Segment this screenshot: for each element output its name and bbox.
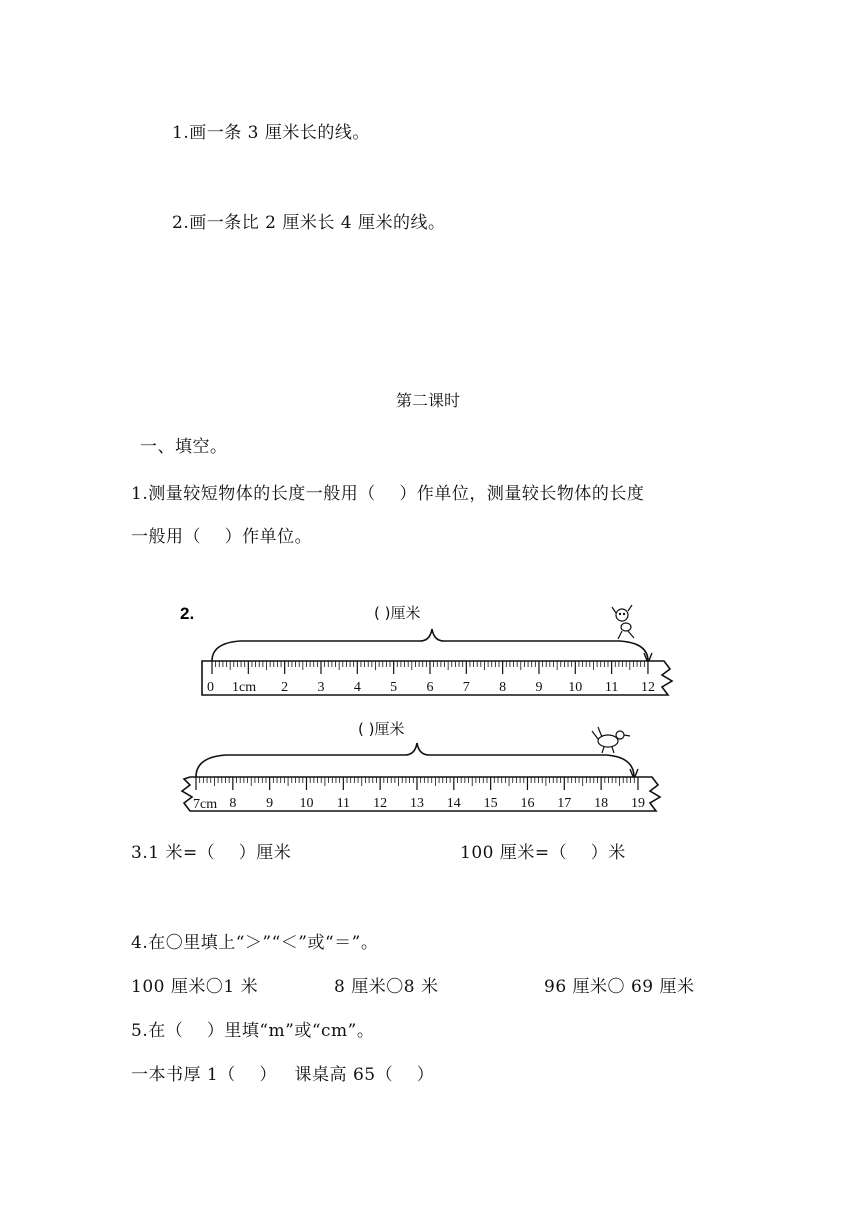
ruler-number-label: 7 bbox=[462, 680, 470, 695]
lesson-title: 第二课时 bbox=[396, 391, 461, 410]
draw-question-1: 1.画一条 3 厘米长的线。 bbox=[172, 123, 370, 143]
ruler-1-unit-label: 1cm bbox=[232, 680, 257, 695]
ruler-number-label: 19 bbox=[630, 796, 645, 811]
ruler-number-label: 3 bbox=[317, 680, 325, 695]
question-3-left: 3.1 米=（ ）厘米 bbox=[131, 843, 292, 863]
question-4: 4.在〇里填上“＞”“＜”或“＝”。 bbox=[131, 933, 379, 953]
bird-icon bbox=[592, 727, 630, 753]
ruler-number-label: 6 bbox=[426, 680, 434, 695]
ruler-number-label: 10 bbox=[568, 680, 583, 695]
ruler-number-label: 16 bbox=[520, 796, 535, 811]
ruler-1-answer-label: ( )厘米 bbox=[374, 604, 421, 622]
question-1-line-2: 一般用（ ）作单位。 bbox=[131, 527, 313, 547]
ruler-1 bbox=[202, 604, 672, 695]
draw-question-2: 2.画一条比 2 厘米长 4 厘米的线。 bbox=[172, 213, 446, 233]
ruler-number-label: 8 bbox=[229, 796, 237, 811]
ruler-number-label: 11 bbox=[336, 796, 351, 811]
ruler-number-label: 9 bbox=[535, 680, 543, 695]
ruler-number-label: 4 bbox=[353, 680, 361, 695]
ruler-number-label: 11 bbox=[604, 680, 619, 695]
question-1-line-1: 1.测量较短物体的长度一般用（ ）作单位，测量较长物体的长度 bbox=[131, 484, 645, 504]
ruler-number-label: 17 bbox=[557, 796, 572, 811]
ant-icon bbox=[612, 605, 634, 639]
ruler-number-label: 13 bbox=[409, 796, 424, 811]
ruler-number-label: 15 bbox=[483, 796, 498, 811]
ruler-2-start-label: 7cm bbox=[193, 797, 218, 812]
ruler-1-brace bbox=[212, 629, 648, 661]
question-5-items: 一本书厚 1（ ） 课桌高 65（ ） bbox=[131, 1065, 435, 1085]
question-3-right: 100 厘米=（ ）米 bbox=[460, 843, 626, 863]
ruler-number-label: 12 bbox=[640, 680, 655, 695]
ruler-2-answer-label: ( )厘米 bbox=[358, 720, 405, 738]
ruler-number-label: 2 bbox=[281, 680, 289, 695]
question-4-item-a: 100 厘米〇1 米 bbox=[131, 977, 259, 997]
ruler-2-brace bbox=[196, 743, 634, 777]
section-heading: 一、填空。 bbox=[140, 437, 228, 457]
ruler-2 bbox=[182, 720, 660, 812]
question-4-item-c: 96 厘米〇 69 厘米 bbox=[544, 977, 695, 997]
ruler-1-zero-label: 0 bbox=[207, 680, 214, 695]
ruler-number-label: 12 bbox=[373, 796, 388, 811]
ruler-number-label: 8 bbox=[499, 680, 507, 695]
ruler-number-label: 18 bbox=[594, 796, 609, 811]
question-4-item-b: 8 厘米〇8 米 bbox=[334, 977, 439, 997]
question-2-number: 2. bbox=[180, 604, 195, 623]
ruler-number-label: 5 bbox=[390, 680, 398, 695]
ruler-figure bbox=[0, 595, 860, 835]
ruler-number-label: 9 bbox=[266, 796, 274, 811]
ruler-number-label: 14 bbox=[446, 796, 461, 811]
question-5: 5.在（ ）里填“m”或“cm”。 bbox=[131, 1021, 375, 1041]
ruler-number-label: 10 bbox=[299, 796, 314, 811]
